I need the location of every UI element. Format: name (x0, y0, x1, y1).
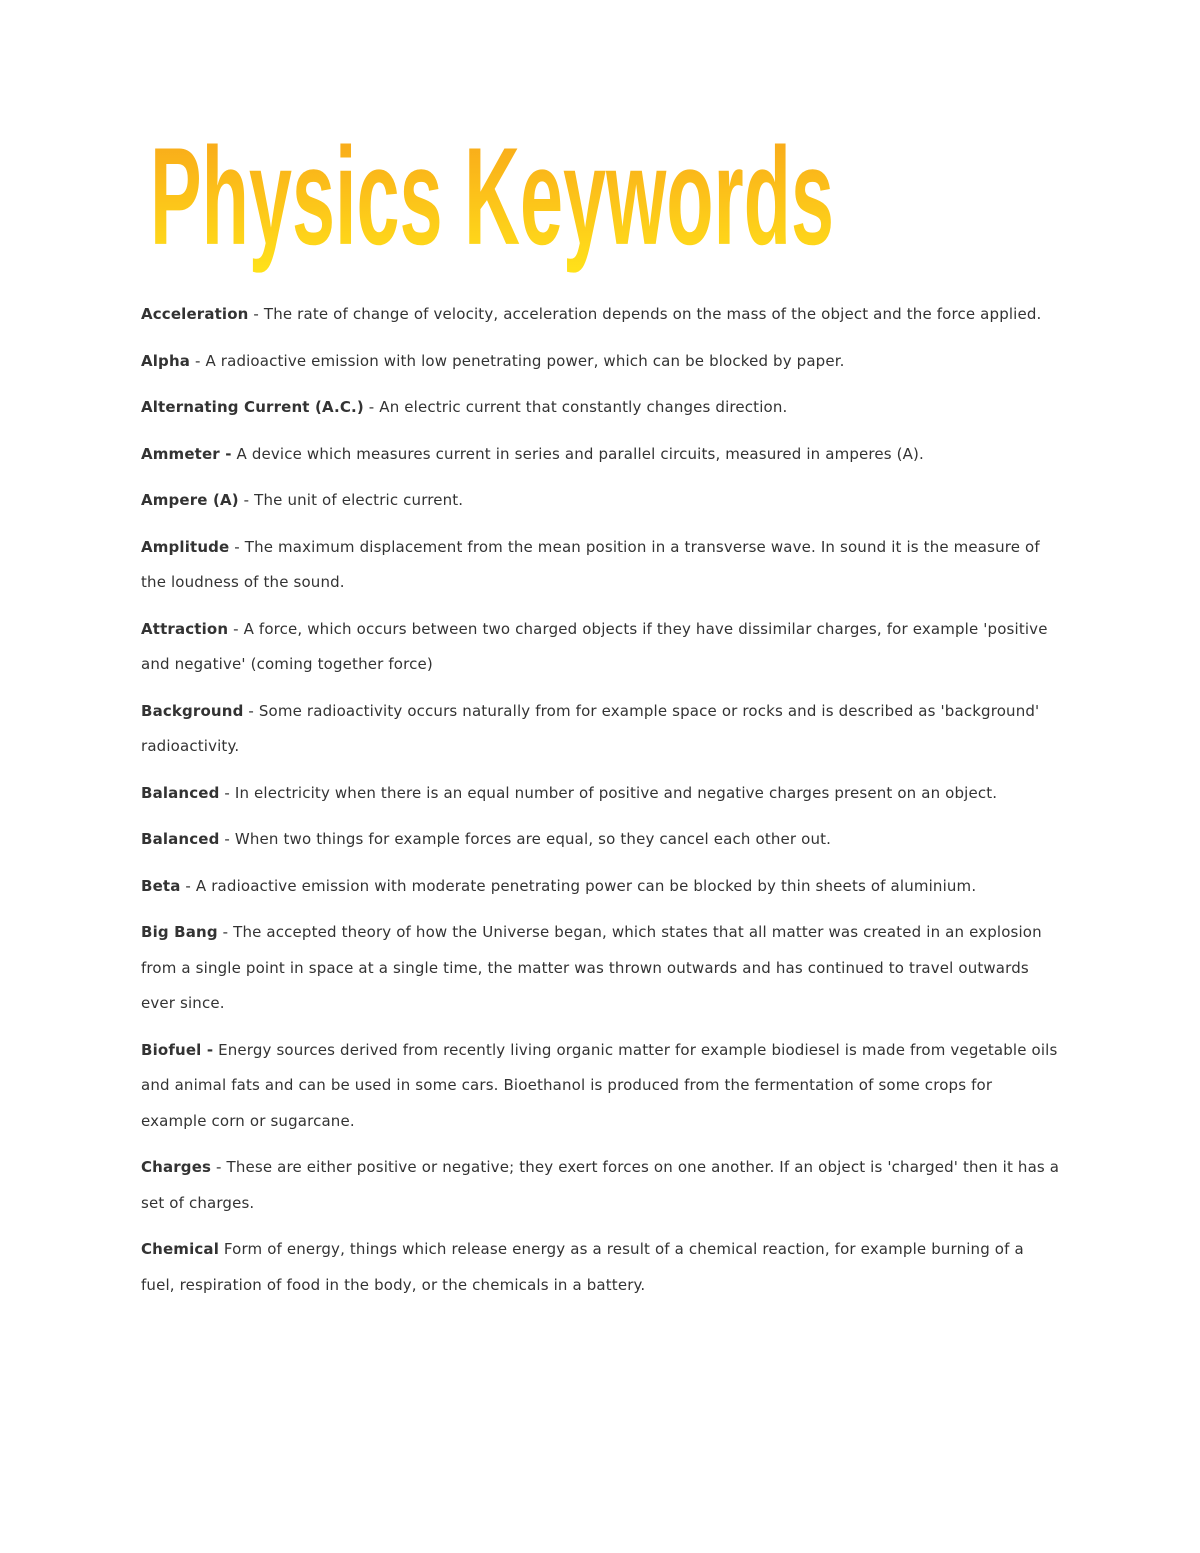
keyword-separator: - (219, 783, 235, 802)
wordart-title (150, 117, 870, 280)
keyword-entry (141, 530, 1061, 601)
keyword-definition: A radioactive emission with low penetrating power, which can be blocked by paper. (205, 351, 845, 370)
keyword-entry (141, 390, 1061, 426)
keyword-separator: - (219, 830, 235, 848)
keyword-term: Ammeter - (141, 444, 232, 463)
keyword-term: Biofuel - (141, 1040, 214, 1059)
keyword-entry (141, 822, 1061, 858)
keyword-separator: - (229, 537, 245, 556)
keyword-term: Balanced (141, 783, 220, 802)
keyword-term: Attraction (141, 619, 229, 638)
keyword-definition: The rate of change of velocity, acceleration depends on the mass of the object and the force applied. (263, 305, 1042, 323)
keyword-separator: - (211, 1158, 227, 1176)
keyword-separator: - (180, 876, 196, 895)
keyword-term: Ampere (A) (141, 491, 239, 509)
keyword-definition: Energy sources derived from recently living organic matter for example biodiesel is made from vegetable oils and animal fats and can be used in some cars. Bioethanol is produced from the fermentation of some crops for example corn or sugarcane. (141, 1040, 1058, 1130)
keyword-separator: - (228, 619, 244, 638)
keyword-list (141, 297, 1061, 1314)
keyword-term: Charges (141, 1158, 212, 1176)
keyword-definition: When two things for example forces are equal, so they cancel each other out. (234, 830, 832, 848)
keyword-term: Background (141, 701, 244, 720)
keyword-entry (141, 483, 1061, 519)
keyword-definition: A radioactive emission with moderate penetrating power can be blocked by thin sheets of aluminium. (195, 876, 977, 895)
keyword-definition: A device which measures current in series and parallel circuits, measured in amperes (A). (236, 444, 924, 463)
keyword-definition: Some radioactivity occurs naturally from for example space or rocks and is described as 'background' radioactivity. (141, 701, 1040, 755)
keyword-definition: In electricity when there is an equal number of positive and negative charges present on an object. (234, 783, 998, 802)
keyword-separator: - (217, 923, 234, 941)
keyword-separator: - (243, 701, 259, 720)
keyword-definition: An electric current that constantly changes direction. (379, 398, 788, 416)
keyword-entry (141, 1150, 1061, 1221)
keyword-entry (141, 1033, 1061, 1140)
keyword-definition: The maximum displacement from the mean position in a transverse wave. In sound it is the measure of the loudness of the sound. (141, 537, 1040, 591)
wordart-title-graphic (150, 117, 870, 280)
keyword-entry (141, 344, 1061, 380)
keyword-definition: A force, which occurs between two charged objects if they have dissimilar charges, for example 'positive and negative' (coming together force) (141, 619, 1048, 673)
keyword-entry (141, 1232, 1061, 1303)
keyword-separator: - (238, 491, 255, 509)
keyword-entry (141, 612, 1061, 683)
keyword-term: Alpha (141, 351, 191, 370)
keyword-term: Big Bang (141, 923, 218, 941)
keyword-term: Chemical (141, 1240, 219, 1258)
keyword-definition: The unit of electric current. (254, 491, 464, 509)
keyword-entry (141, 437, 1061, 473)
keyword-separator: - (248, 305, 264, 323)
keyword-entry (141, 694, 1061, 765)
title-text: Physics Keywords (150, 117, 834, 274)
keyword-entry (141, 915, 1061, 1022)
keyword-entry (141, 776, 1061, 812)
keyword-entry (141, 869, 1061, 905)
keyword-definition: These are either positive or negative; they exert forces on one another. If an object is 'charged' then it has a set of charges. (141, 1158, 1060, 1212)
keyword-definition: Form of energy, things which release energy as a result of a chemical reaction, for example burning of a fuel, respiration of food in the body, or the chemicals in a battery. (141, 1240, 1024, 1294)
keyword-term: Acceleration (141, 305, 249, 323)
keyword-separator: - (190, 351, 206, 370)
keyword-definition: The accepted theory of how the Universe began, which states that all matter was created in an explosion from a single point in space at a single time, the matter was thrown outwards and has continued to travel outwards ever since. (141, 923, 1042, 1012)
keyword-term: Amplitude (141, 537, 230, 556)
keyword-separator: - (363, 398, 380, 416)
keyword-term: Beta (141, 876, 181, 895)
keyword-term: Balanced (141, 830, 220, 848)
keyword-entry (141, 297, 1061, 333)
keyword-term: Alternating Current (A.C.) (141, 398, 364, 416)
